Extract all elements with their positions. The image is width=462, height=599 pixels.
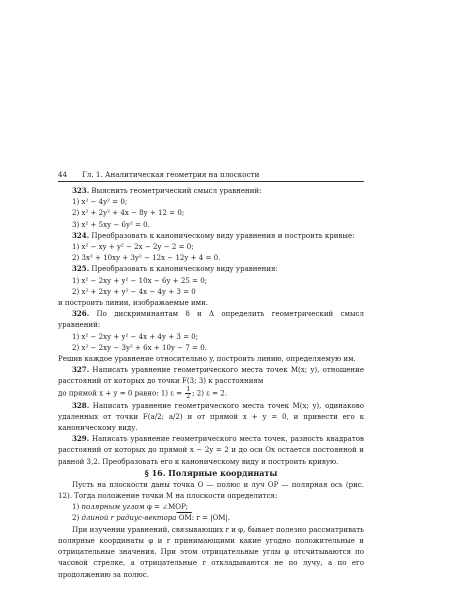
equation-line: 1) x² − 2xy + y² − 10x − 6y + 25 = 0; (72, 275, 208, 285)
text-line: и построить линии, изображаемые ими. (58, 298, 209, 308)
running-title: Гл. 1. Аналитическая геометрия на плоскости (82, 170, 260, 179)
equation-line: 2) 3x² + 10xy + 3y² − 12x − 12y + 4 = 0. (72, 253, 221, 263)
fraction (185, 387, 191, 400)
problem-325 (58, 263, 364, 274)
fraction-numerator: 1 (186, 385, 191, 393)
problem-text: Написать уравнение геометрического места точек, разность квадратов расстояний от которых до прямой x − 2y = 2 и до оси Ox остается постоянной и равной 3,2. Преобразовать его к каноническому виду и построить кривую. (58, 434, 364, 466)
equation-line: 1) x² − 4y² = 0; (72, 197, 128, 207)
running-header (58, 170, 364, 182)
problem-text: Написать уравнение геометрического места точек M(x; y), отношение расстояний от которых до точки F(3; 3) к расстояниям (58, 365, 364, 386)
text-fragment: φ = ∠MOP; (144, 502, 188, 512)
paragraph: При изучении уравнений, связывающих r и φ, бывает полезно рассматривать полярные координаты φ и r принимающими какие угодно положительные и отрицательные значения. При этом отрицательные углы φ отсчитываются по часовой стрелке, а отрицательные r откладываются не по лучу, а по его продолжению за полюс. (58, 524, 364, 579)
definition-line (58, 501, 364, 512)
problem-text: Преобразовать к каноническому виду уравнения: (89, 264, 278, 274)
equation-line: 1) x² − 2xy + y² − 4x + 4y + 3 = 0; (72, 331, 199, 341)
equation-line: 2) x² + 2y² + 4x − 8y + 12 = 0; (72, 208, 185, 218)
problem-326 (58, 308, 364, 330)
text-line: Решив каждое уравнение относительно y, построить линию, определяемую им. (58, 354, 356, 364)
problem-number: 326. (72, 309, 90, 319)
term: длиной r радиус-вектора (81, 513, 177, 523)
vector-symbol: OM (176, 513, 192, 523)
problem-324 (58, 230, 364, 241)
equation-line: 2) x² + 2xy + y² − 4x − 4y + 3 = 0 (72, 286, 196, 296)
text-fragment: до прямой x + y = 0 равно: 1) ε = (58, 388, 185, 398)
text-line-with-fraction (58, 387, 364, 400)
paragraph: Пусть на плоскости даны точка O — полюс и луч OP — полярная ось (рис. 12). Тогда положение точки M на плоскости определится: (58, 479, 364, 501)
problem-329 (58, 433, 364, 467)
problem-number: 324. (72, 230, 90, 240)
definition-line (58, 512, 364, 523)
problem-number: 329. (72, 434, 90, 444)
problem-number: 325. (72, 264, 90, 274)
problem-text: Преобразовать к каноническому виду уравнения и построить кривые: (89, 230, 355, 240)
text-fragment: ; 2) ε = 2. (192, 388, 228, 398)
problem-number: 323. (72, 186, 90, 195)
text-fragment: 1) (72, 502, 82, 512)
section-heading: § 16. Полярные координаты (144, 467, 278, 478)
fraction-denominator: 2 (186, 392, 191, 400)
text-fragment: 2) (72, 513, 82, 523)
equation-line: 1) x² − xy + y² − 2x − 2y − 2 = 0; (72, 242, 194, 252)
problem-number: 328. (72, 400, 90, 410)
page-number: 44 (58, 170, 68, 179)
equation-line: 3) x² + 5xy − 6y² = 0. (72, 219, 150, 229)
text-fragment: : r = |OM|. (191, 513, 231, 523)
equation-line: 2) x² − 2xy − 3y² + 6x + 10y − 7 = 0. (72, 342, 207, 352)
problem-number: 327. (72, 365, 90, 375)
problem-text: По дискриминантам δ и Δ определить геометрический смысл уравнений: (58, 309, 364, 330)
problem-323 (58, 185, 364, 196)
term: полярным углом (81, 502, 145, 512)
problem-text: Выяснить геометрический смысл уравнений: (89, 186, 262, 195)
page-body (58, 185, 364, 580)
problem-text: Написать уравнение геометрического места точек M(x; y), одинаково удаленных от точки F(a/2; a/2) и от прямой x + y = 0, и привести его к каноническому виду. (58, 400, 364, 433)
problem-327 (58, 364, 364, 386)
problem-328 (58, 400, 364, 434)
